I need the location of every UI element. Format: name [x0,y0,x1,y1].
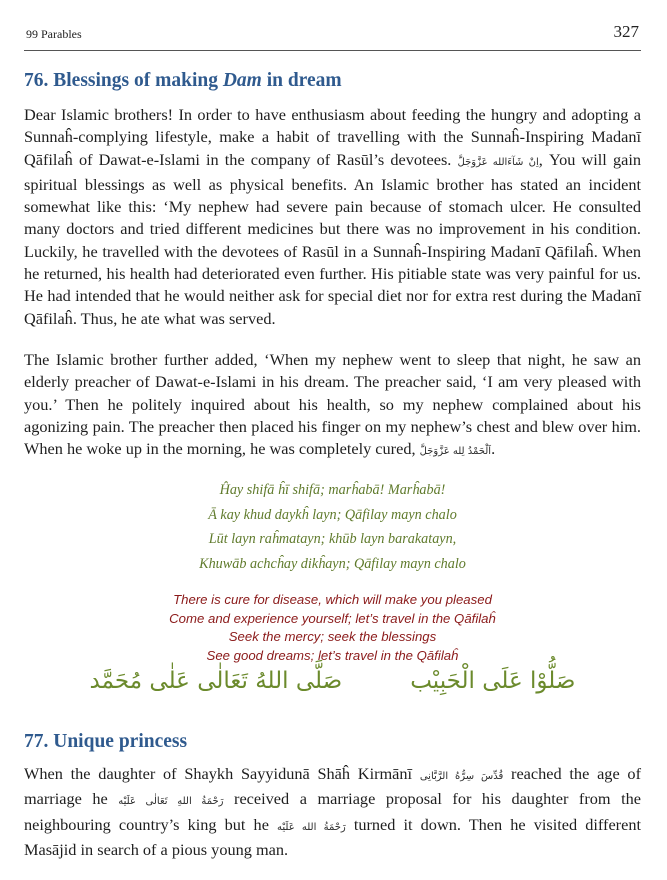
poem-line: There is cure for disease, which will make you pleased [173,592,492,607]
section-77-paragraph: When the daughter of Shaykh Sayyidunā Shāĥ Kirmānī قُدِّسَ سِرُّهُ الرَّبَّانِى reached the age of marriage he رَحْمَةُ اللهِ تَعَالٰى عَلَيْه received a marriage proposal for his daughter from the neighbouring country’s king but he رَحْمَةُ الله عَلَيْه turned it down. Then he visited different Masājid in search of a pious young man. [24,764,641,859]
running-header [24,22,641,51]
arabic-phrase: رَحْمَةُ الله عَلَيْه [277,821,346,833]
poem-line: Ĥay shifā ĥī shifā; marĥabā! Marĥabā! [219,482,446,498]
poem-line: See good dreams; let’s travel in the Qāfilaĥ [206,647,459,663]
poem-line: Lūt layn raĥmatayn; khūb layn barakatayn, [208,531,457,547]
poem-transliteration [24,478,641,576]
section-77-title: 77. Unique princess [24,731,188,752]
salat-right: صَلُّوْا عَلَى الْحَبِيْب [410,668,576,694]
salat-left: صَلَّى اللهُ تَعَالٰى عَلٰى مُحَمَّد [89,668,343,694]
salat-calligraphy [24,668,641,708]
arabic-phrase: اِنْ شَآءَالله عَزَّوَجَلَّ [457,156,539,168]
poem-translation [24,591,641,665]
poem-line: Ā kay khud daykĥ layn; Qāfilay mayn chalo [208,506,457,523]
section-76-paragraph-2: The Islamic brother further added, ‘When my nephew went to sleep that night, he saw an elderly preacher of Dawat-e-Islami in his dream. The preacher said, ‘I am very pleased with you.’ Then he politely inquired about his health, so my nephew complained about his agonizing pain. The preacher then placed his finger on my nephew’s chest and blew over him. When he woke up in the morning, he was completely cured, اَلْحَمْدُ لِله عَزَّوَجَلَّ. [24,350,641,459]
poem-line: Come and experience yourself; let’s travel in the Qāfilaĥ [169,610,496,626]
arabic-phrase: رَحْمَةُ اللهِ تَعَالٰى عَلَيْه [118,796,224,808]
poem-line: Seek the mercy; seek the blessings [228,629,437,644]
arabic-phrase: قُدِّسَ سِرُّهُ الرَّبَّانِى [419,771,504,782]
page-number: 327 [613,22,639,41]
book-title: 99 Parables [26,27,82,41]
arabic-phrase: اَلْحَمْدُ لِله عَزَّوَجَلَّ [419,446,492,458]
section-76-title: 76. Blessings of making Dam in dream [24,70,342,91]
section-76-paragraph-1: Dear Islamic brothers! In order to have enthusiasm about feeding the hungry and adopting a Sunnaĥ-complying lifestyle, make a habit of travelling with the Sunnaĥ-Inspiring Madanī Qāfilaĥ of Dawat-e-Islami in the company of Rasūl’s devotees. اِنْ شَآءَالله عَزَّوَجَلَّ, You will gain spiritual blessings as well as physical benefits. An Islamic brother has stated an incident somewhat like this: ‘My nephew had severe pain because of stomach ulcer. He consulted many doctors and tried different medicines but there was no improvement in his condition. Luckily, he travelled with the devotees of Rasūl in a Sunnaĥ-Inspiring Madanī Qāfilaĥ. When he returned, his health had deteriorated even further. His pitiable state was very painful for us. He had intended that he would neither ask for special diet nor for extra rest during the Madanī Qāfilaĥ. Thus, he ate what was served. [24,105,641,328]
poem-line: Khuwāb achcĥay dikĥayn; Qāfilay mayn chalo [199,555,466,572]
